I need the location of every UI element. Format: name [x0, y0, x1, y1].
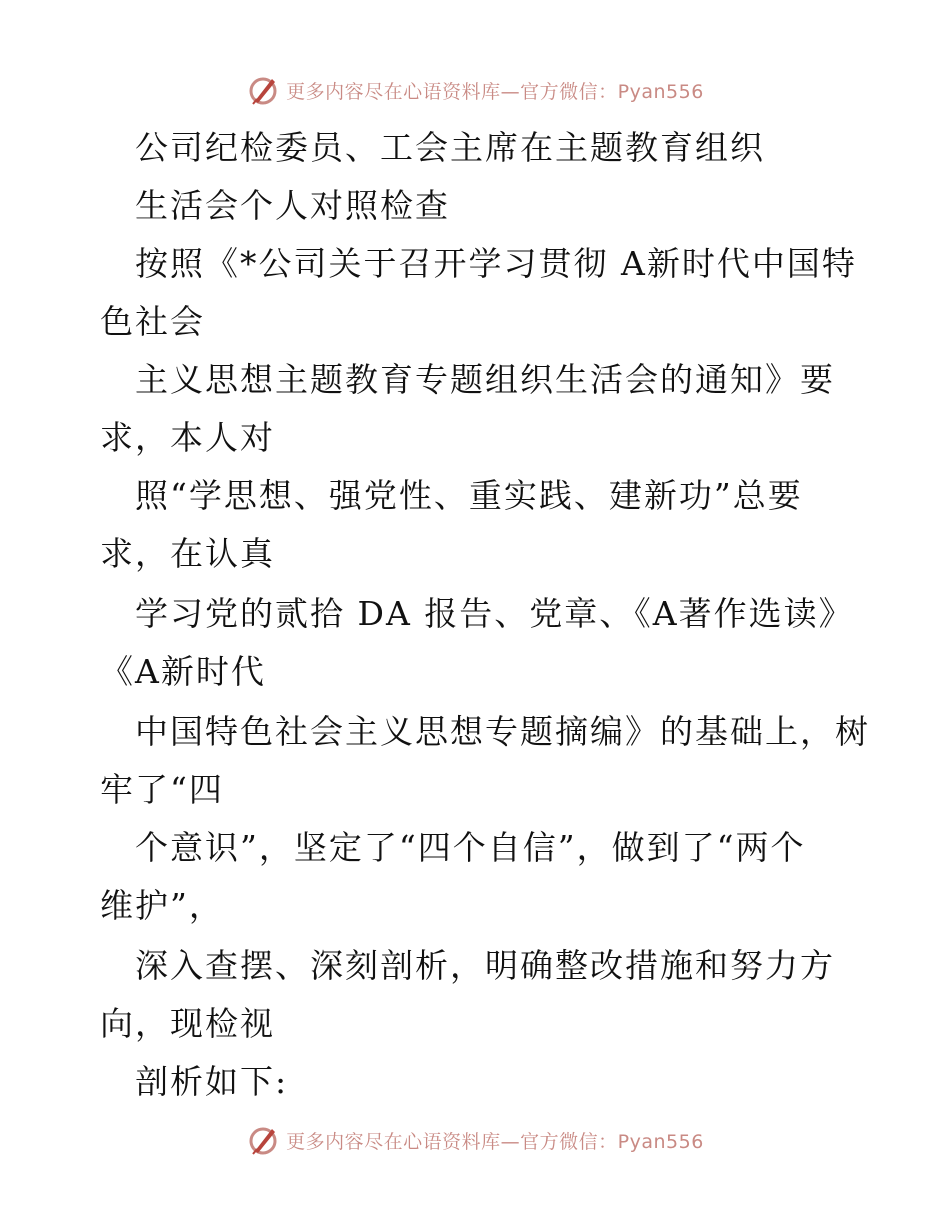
- doc-line: 向，现检视: [100, 1004, 275, 1043]
- doc-line: 公司纪检委员、工会主席在主题教育组织: [135, 128, 765, 167]
- doc-line: 维护”，: [100, 886, 224, 925]
- doc-line: 剖析如下:: [135, 1062, 289, 1101]
- doc-line: 《A新时代: [100, 652, 266, 691]
- doc-line: 色社会: [100, 302, 205, 341]
- doc-line: 求，在认真: [100, 534, 275, 573]
- watermark-text: 更多内容尽在心语资料库—官方微信：Pyan556: [286, 80, 704, 103]
- doc-line: 学习党的贰拾 DA 报告、党章、《A著作选读》: [135, 594, 854, 633]
- doc-line: 求，本人对: [100, 418, 275, 457]
- header-watermark: [0, 68, 950, 112]
- footer-watermark: [0, 1118, 950, 1162]
- doc-line: 照“学思想、强党性、重实践、建新功”总要: [135, 476, 803, 515]
- doc-line: 牢了“四: [100, 770, 224, 809]
- doc-line: 按照《*公司关于召开学习贯彻 A新时代中国特: [135, 244, 857, 283]
- doc-line: 主义思想主题教育专题组织生活会的通知》要: [135, 360, 835, 399]
- quill-circle-icon: [246, 1123, 280, 1157]
- doc-line: 生活会个人对照检查: [135, 186, 450, 225]
- doc-line: 深入查摆、深刻剖析，明确整改措施和努力方: [135, 946, 835, 985]
- quill-circle-icon: [246, 73, 280, 107]
- doc-line: 个意识”，坚定了“四个自信”，做到了“两个: [135, 828, 806, 867]
- doc-line: 中国特色社会主义思想专题摘编》的基础上，树: [135, 712, 870, 751]
- watermark-text: 更多内容尽在心语资料库—官方微信：Pyan556: [286, 1130, 704, 1153]
